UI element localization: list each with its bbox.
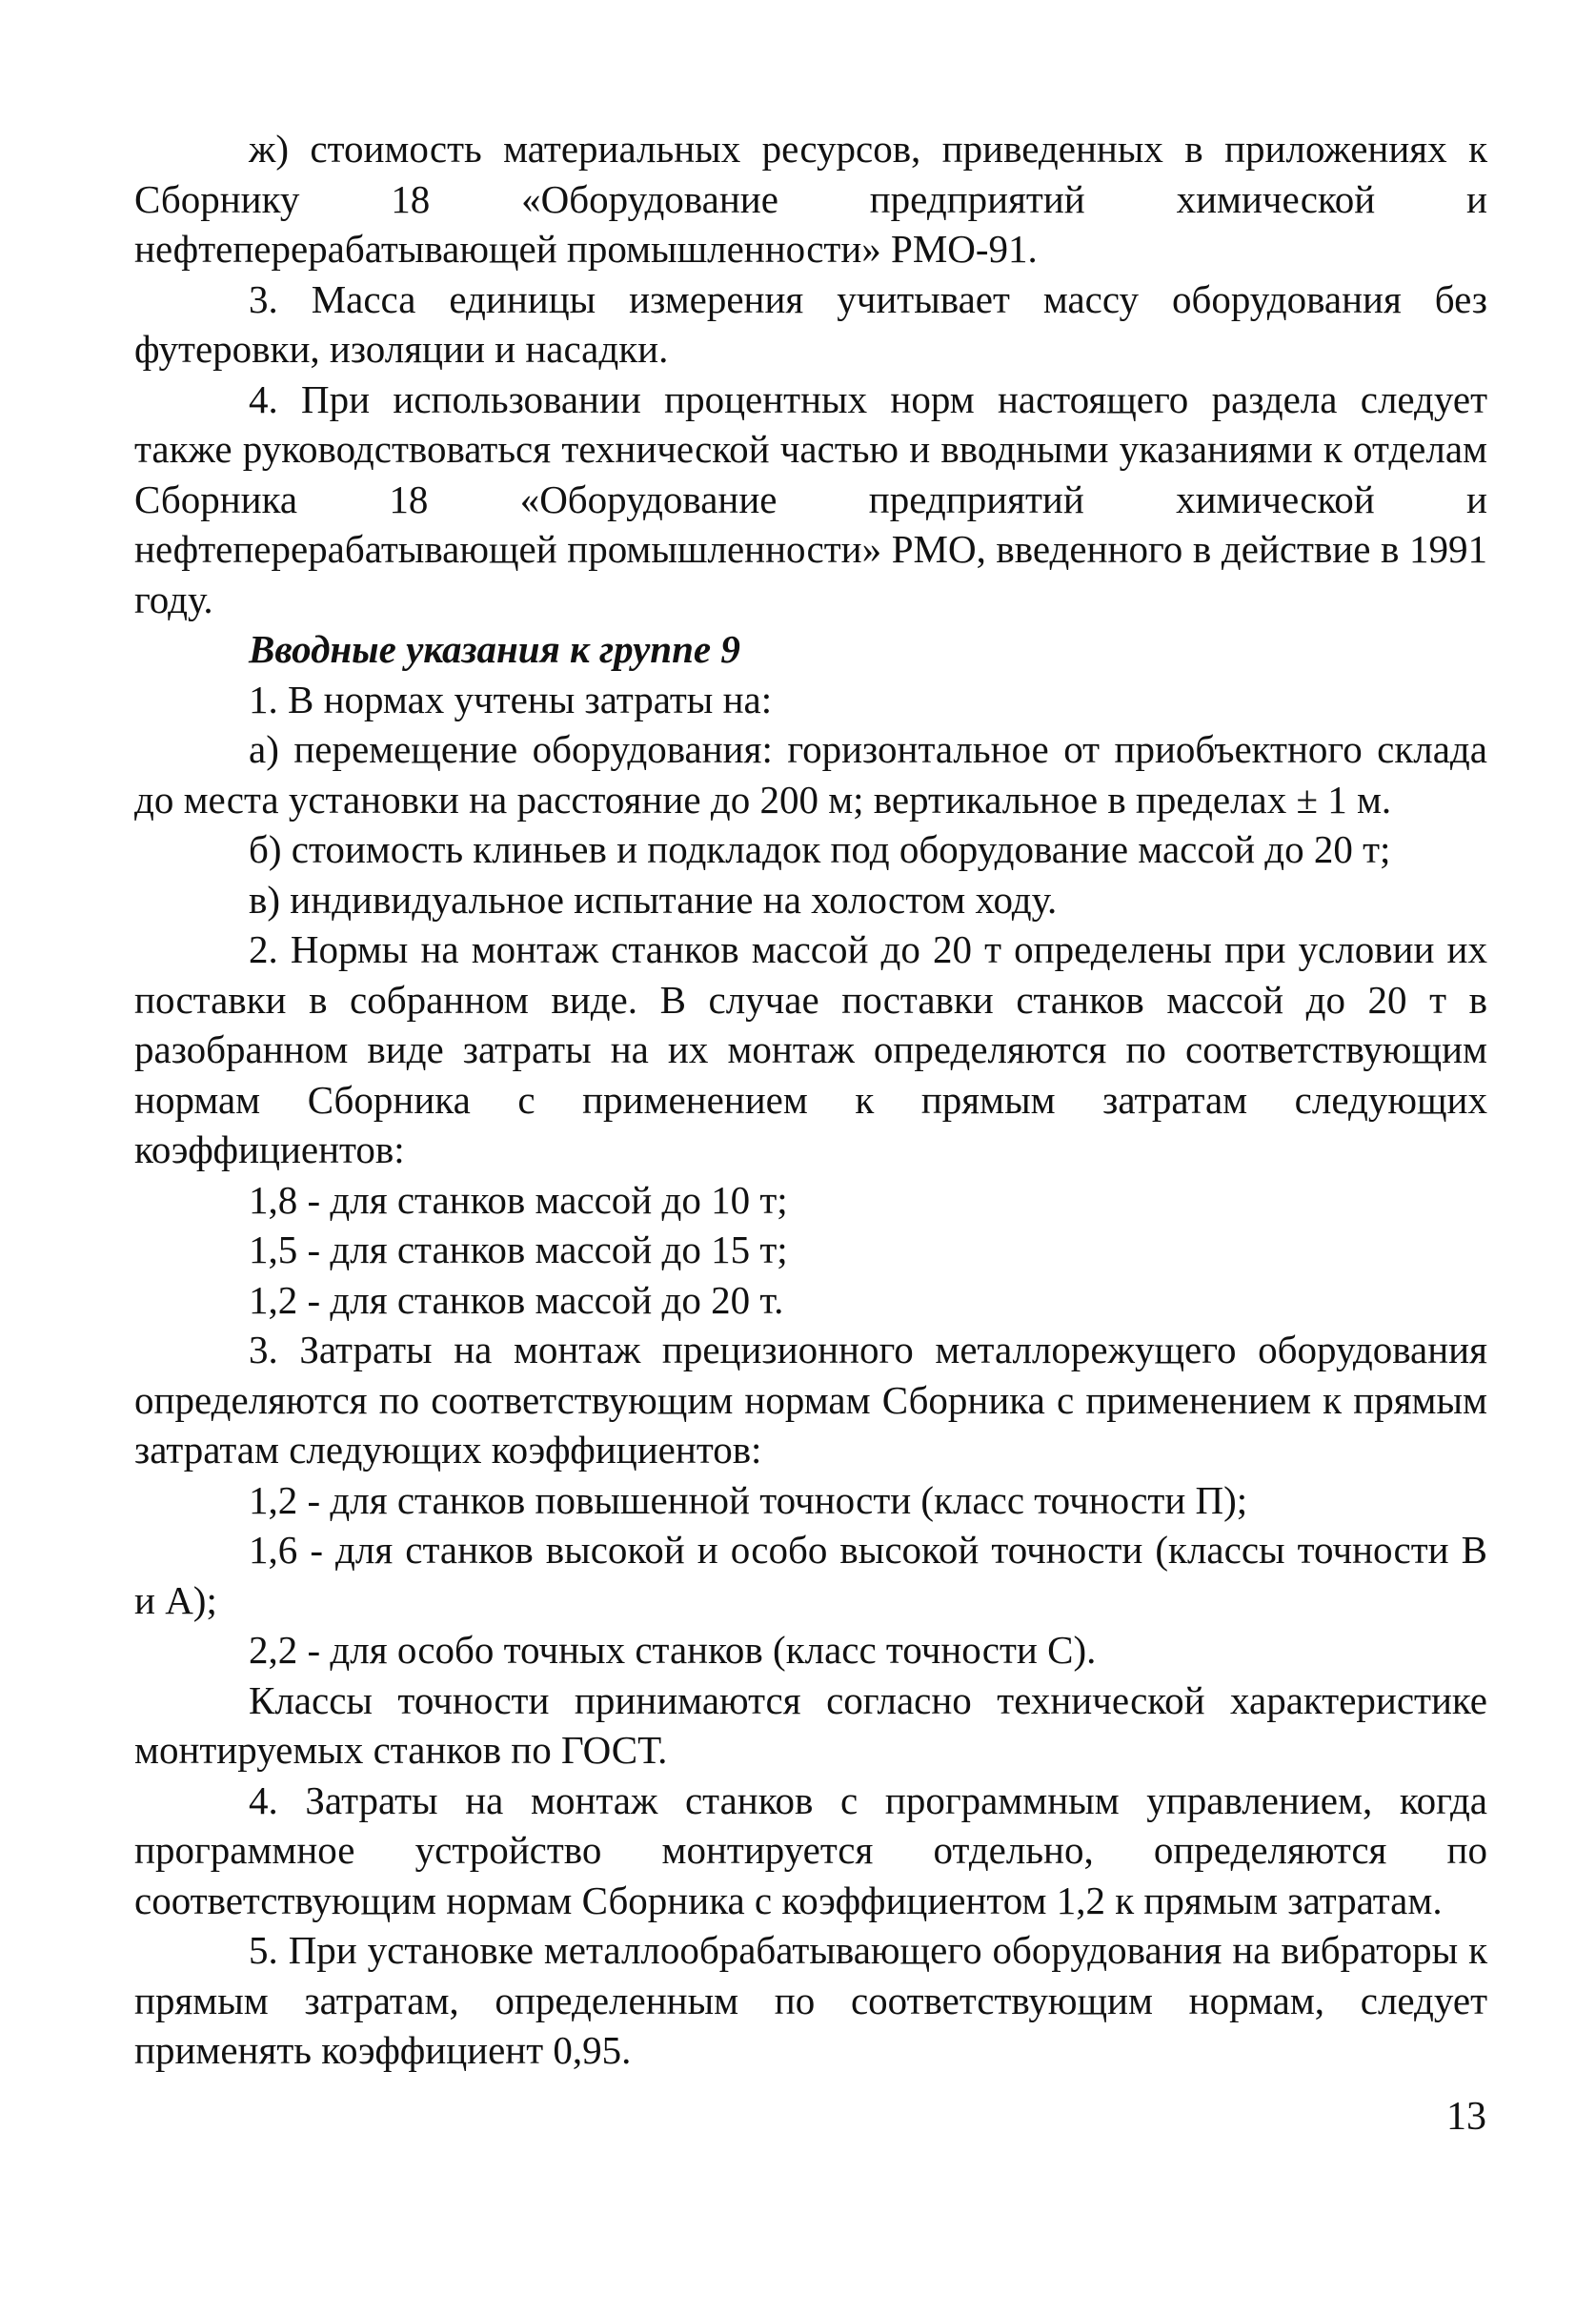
paragraph-precision-equipment: 3. Затраты на монтаж прецизионного металлорежущего оборудования определяются по соответствующим нормам Сборника с применением к прямым затратам следующих коэффициентов: [134,1328,1487,1472]
paragraph-machine-assembly: 2. Нормы на монтаж станков массой до 20 т определены при условии их поставки в собранном виде. В случае поставки станков массой до 20 т в разобранном виде затраты на их монтаж определяются по соответствующим нормам Сборника с применением к прямым затратам следующих коэффициентов: [134,927,1487,1171]
paragraph-norms-include: 1. В нормах учтены затраты на: [249,677,773,721]
paragraph-program-control: 4. Затраты на монтаж станков с программным управлением, когда программное устройство монтируется отдельно, определяются по соответствующим нормам Сборника с коэффициентом 1,2 к прямым затратам. [134,1777,1487,1922]
page-body [134,124,1487,2076]
coefficient-line-class-v-a: 1,6 - для станков высокой и особо высокой точности (классы точности В и А); [134,1528,1487,1622]
coefficient-line-20t: 1,2 - для станков массой до 20 т. [249,1277,784,1322]
paragraph-percent-norms: 4. При использовании процентных норм настоящего раздела следует также руководствоваться технической частью и вводными указаниями к отделам Сборника 18 «Оборудование предприятий химической и нефтеперерабатывающей промышленности» РМО, введенного в действие в 1991 году. [134,376,1487,621]
paragraph-materials-cost: ж) стоимость материальных ресурсов, приведенных в приложениях к Сборнику 18 «Оборудование предприятий химической и нефтеперерабатывающей промышленности» РМО-91. [134,127,1487,271]
paragraph-item-a-transport: а) перемещение оборудования: горизонтальное от приобъектного склада до места установки на расстояние до 200 м; вертикальное в пределах ± 1 м. [134,727,1487,822]
coefficient-line-class-s: 2,2 - для особо точных станков (класс точности С). [249,1628,1097,1672]
section-heading-group-9: Вводные указания к группе 9 [249,627,740,671]
paragraph-vibrators: 5. При установке металлообрабатывающего оборудования на вибраторы к прямым затратам, определенным по соответствующим нормам, следует применять коэффициент 0,95. [134,1928,1487,2072]
coefficient-line-10t: 1,8 - для станков массой до 10 т; [249,1177,788,1222]
coefficient-line-15t: 1,5 - для станков массой до 15 т; [249,1228,788,1271]
coefficient-line-class-p: 1,2 - для станков повышенной точности (класс точности П); [249,1477,1248,1522]
paragraph-mass-unit: 3. Масса единицы измерения учитывает массу оборудования без футеровки, изоляции и насадки. [134,276,1487,371]
paragraph-item-c-testing: в) индивидуальное испытание на холостом ходу. [249,877,1058,922]
page-number: 13 [1446,2095,1486,2139]
paragraph-accuracy-classes: Классы точности принимаются согласно технической характеристике монтируемых станков по ГОСТ. [134,1677,1487,1772]
paragraph-item-b-wedges: б) стоимость клиньев и подкладок под оборудование массой до 20 т; [249,827,1391,871]
